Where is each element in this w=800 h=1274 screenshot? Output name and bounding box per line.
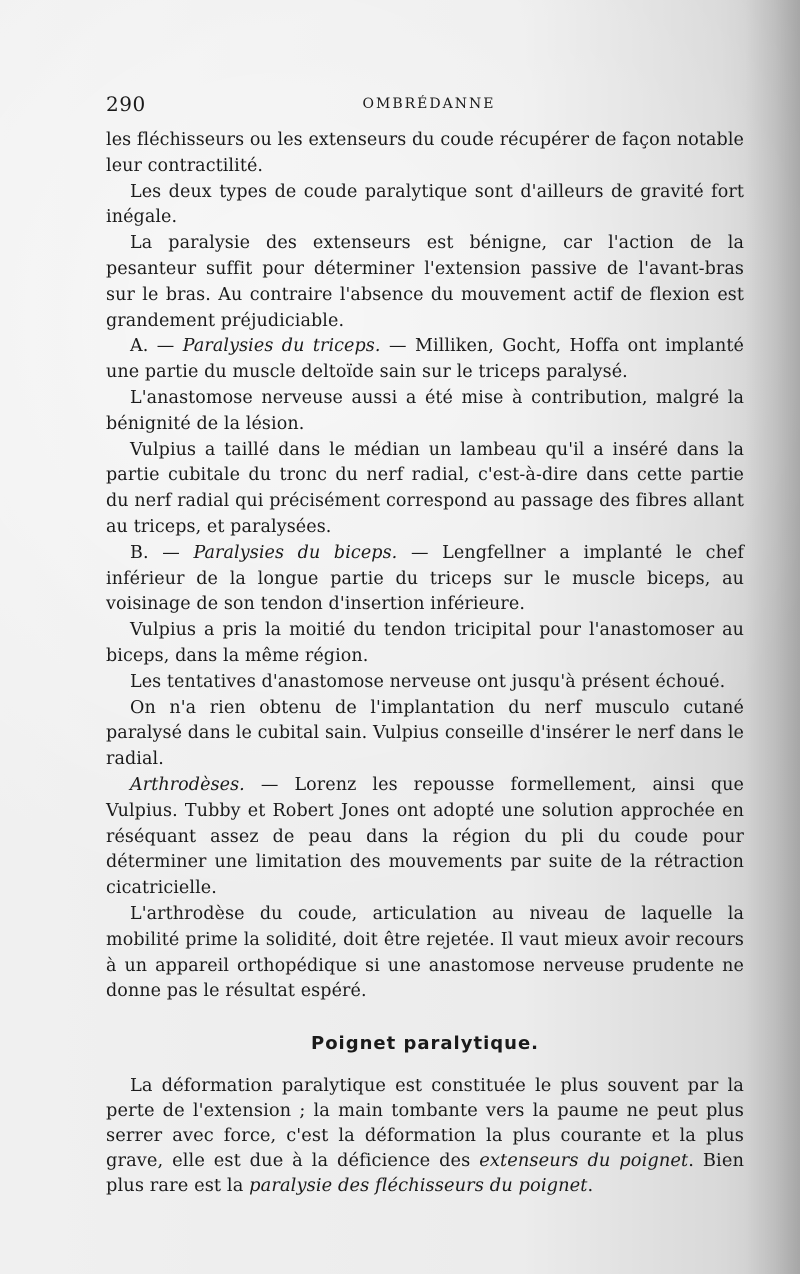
- page-number: 290: [106, 92, 146, 116]
- paragraph-biceps: [106, 541, 744, 618]
- section-letter: A. —: [130, 336, 183, 357]
- italic-term: extenseurs du poignet: [479, 1149, 689, 1171]
- running-head: [106, 92, 752, 122]
- paragraph: La paralysie des extenseurs est bénigne, car l'action de la pesanteur suffit pour déterminer l'extension passive de l'avant-bras sur le bras. Au contraire l'absence du mouvement actif de flexion est grandement préjudiciable.: [106, 233, 744, 331]
- paragraph: L'anastomose nerveuse aussi a été mise à contribution, malgré la bénignité de la lésion.: [106, 387, 744, 434]
- paragraph: On n'a rien obtenu de l'implantation du nerf musculo cutané paralysé dans le cubital sain. Vulpius conseille d'insérer le nerf dans le radial.: [106, 697, 744, 770]
- section-title: Poignet paralytique.: [311, 1033, 539, 1055]
- paragraph-text: . Bien plus rare est la: [106, 1149, 744, 1196]
- subsection-title: Arthrodèses.: [130, 774, 245, 795]
- paragraph-text: — Lorenz les repousse formellement, ainsi que Vulpius. Tubby et Robert Jones ont adopté une solution approchée en réséquant assez de peau dans la région du pli du coude pour déterminer une limitation des mouvements par suite de la rétraction cicatricielle.: [106, 774, 744, 899]
- paragraph: Les tentatives d'anastomose nerveuse ont jusqu'à présent échoué.: [130, 671, 726, 692]
- subsection-title: Paralysies du triceps.: [182, 336, 381, 357]
- paragraph: Vulpius a taillé dans le médian un lambeau qu'il a inséré dans la partie cubitale du tronc du nerf radial, c'est-à-dire dans cette partie du nerf radial qui précisément correspond au passage des fibres allant au triceps, et paralysées.: [106, 439, 744, 537]
- paragraph-text: .: [587, 1174, 594, 1196]
- paragraph: Vulpius a pris la moitié du tendon tricipital pour l'anastomoser au biceps, dans la même région.: [106, 620, 744, 666]
- paragraph: les fléchisseurs ou les extenseurs du coude récupérer de façon notable leur contractilité.: [106, 130, 744, 176]
- paragraph-text: — Milliken, Gocht, Hoffa ont implanté une partie du muscle deltoïde sain sur le triceps paralysé.: [106, 336, 744, 383]
- paragraph-arthrodeses: [106, 773, 744, 902]
- section-letter: B. —: [130, 542, 194, 563]
- paragraph-triceps: [106, 334, 744, 386]
- paragraph-text: — Lengfellner a implanté le chef inférieur de la longue partie du triceps sur le muscle biceps, au voisinage de son tendon d'insertion inférieure.: [106, 542, 744, 615]
- paragraph: Les deux types de coude paralytique sont d'ailleurs de gravité fort inégale.: [106, 181, 744, 228]
- body-text: [106, 128, 744, 1198]
- paragraph-text: La déformation paralytique est constituée le plus souvent par la perte de l'extension ; la main tombante vers la paume ne peut plus serrer avec force, c'est la déformation la plus courante et la plus grave, elle est due à la déficience des: [106, 1074, 744, 1171]
- running-title: OMBRÉDANNE: [362, 96, 496, 112]
- paragraph-poignet: [106, 1073, 744, 1198]
- italic-term: paralysie des fléchisseurs du poignet: [249, 1174, 588, 1196]
- subsection-title: Paralysies du biceps.: [193, 542, 398, 563]
- paragraph: L'arthrodèse du coude, articulation au niveau de laquelle la mobilité prime la solidité, doit être rejetée. Il vaut mieux avoir recours à un appareil orthopédique si une anastomose nerveuse prudente ne donne pas le résultat espéré.: [106, 903, 744, 1002]
